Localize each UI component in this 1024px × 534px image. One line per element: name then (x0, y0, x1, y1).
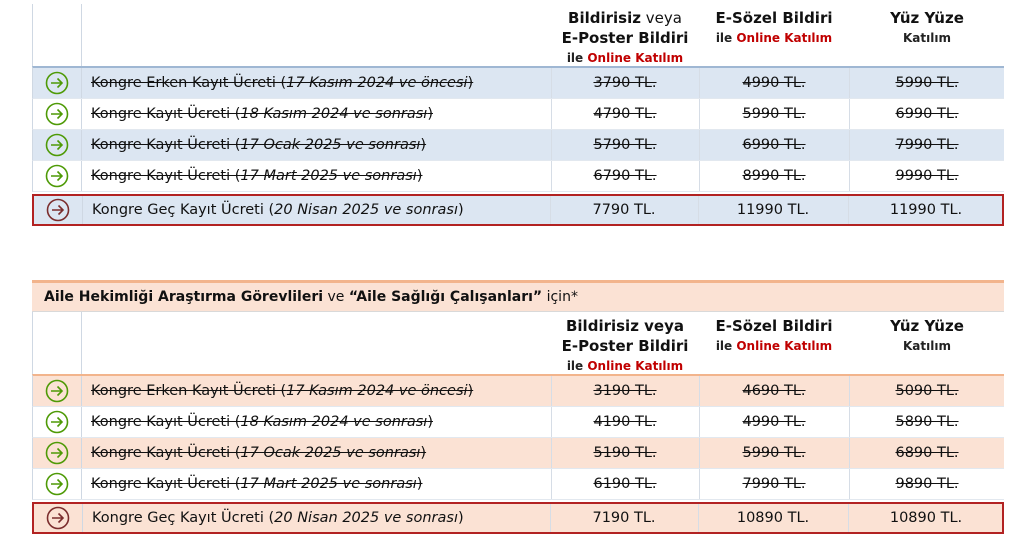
arrow-right-circle-icon (33, 438, 82, 468)
online-label: Online Katılım (736, 31, 833, 45)
table-row (32, 66, 1004, 99)
arrow-right-circle-icon (33, 68, 82, 98)
fee-label: Kongre Kayıt Ücreti (17 Mart 2025 ve sonrası) (91, 168, 423, 184)
price-cell: 3190 TL. (593, 383, 657, 399)
price-cell: 5990 TL. (742, 445, 806, 461)
table-row-current-fee (32, 194, 1004, 226)
price-cell: 8990 TL. (742, 168, 806, 184)
price-cell: 5990 TL. (895, 75, 959, 91)
online-label: Online Katılım (736, 339, 833, 353)
table-header (32, 312, 1004, 374)
header-text: Katılım (903, 339, 951, 353)
price-cell: 4790 TL. (593, 106, 657, 122)
table-row (32, 161, 1004, 192)
icon-column-header (33, 312, 82, 374)
table-row (32, 469, 1004, 500)
header-text: ile (715, 339, 737, 353)
table-row (32, 99, 1004, 130)
price-cell: 6190 TL. (593, 476, 657, 492)
header-oral-online (699, 316, 849, 356)
header-poster-online (551, 8, 699, 68)
header-in-person (849, 316, 1005, 356)
price-cell: 6890 TL. (895, 445, 959, 461)
price-cell: 7990 TL. (895, 137, 959, 153)
header-text: E-Sözel Bildiri (715, 317, 833, 335)
fee-label: Kongre Kayıt Ücreti (17 Ocak 2025 ve sonrası) (91, 445, 427, 461)
arrow-right-circle-icon (33, 376, 82, 406)
header-text: ile (715, 31, 737, 45)
table-row (32, 407, 1004, 438)
section-title: Aile Hekimliği Araştırma Görevlileri ve “Aile Sağlığı Çalışanları” için* (32, 283, 1004, 312)
arrow-right-circle-icon (33, 161, 82, 191)
header-text: Bildirisiz veya (565, 317, 684, 335)
arrow-right-circle-icon (33, 469, 82, 499)
arrow-right-circle-icon (33, 99, 82, 129)
price-cell: 7190 TL. (592, 510, 656, 526)
fee-label: Kongre Kayıt Ücreti (18 Kasım 2024 ve sonrası) (91, 106, 433, 122)
price-cell: 5190 TL. (593, 445, 657, 461)
price-cell: 5090 TL. (895, 383, 959, 399)
fee-label: Kongre Kayıt Ücreti (17 Mart 2025 ve sonrası) (91, 476, 423, 492)
table-row (32, 130, 1004, 161)
header-text: ile (566, 359, 588, 373)
header-oral-online (699, 8, 849, 48)
price-cell: 7990 TL. (742, 476, 806, 492)
price-cell: 5790 TL. (593, 137, 657, 153)
fee-label: Kongre Kayıt Ücreti (17 Ocak 2025 ve sonrası) (91, 137, 427, 153)
price-cell: 6990 TL. (895, 106, 959, 122)
price-cell: 11990 TL. (736, 202, 810, 218)
price-cell: 4990 TL. (742, 414, 806, 430)
header-in-person (849, 8, 1005, 48)
price-cell: 5890 TL. (895, 414, 959, 430)
price-cell: 11990 TL. (889, 202, 963, 218)
fee-label: Kongre Geç Kayıt Ücreti (20 Nisan 2025 ve sonrası) (92, 510, 464, 526)
price-cell: 4190 TL. (593, 414, 657, 430)
header-text: E-Poster Bildiri (561, 337, 689, 355)
header-text: E-Poster Bildiri (561, 29, 689, 47)
fee-label: Kongre Geç Kayıt Ücreti (20 Nisan 2025 ve sonrası) (92, 202, 464, 218)
arrow-right-circle-icon (34, 504, 83, 532)
price-cell: 3790 TL. (593, 75, 657, 91)
header-text: Yüz Yüze (890, 9, 964, 27)
header-poster-online (551, 316, 699, 376)
header-text: ile (566, 51, 588, 65)
fee-label: Kongre Erken Kayıt Ücreti (17 Kasım 2024 ve öncesi) (91, 75, 474, 91)
header-text: Katılım (903, 31, 951, 45)
fee-table-general (32, 4, 1004, 226)
price-cell: 10890 TL. (736, 510, 810, 526)
table-row-current-fee (32, 502, 1004, 534)
price-cell: 9990 TL. (895, 168, 959, 184)
price-cell: 6990 TL. (742, 137, 806, 153)
table-row (32, 374, 1004, 407)
arrow-right-circle-icon (33, 407, 82, 437)
header-text: Bildirisiz (568, 9, 641, 27)
online-label: Online Katılım (587, 51, 684, 65)
table-row (32, 438, 1004, 469)
online-label: Online Katılım (587, 359, 684, 373)
icon-column-header (33, 4, 82, 66)
arrow-right-circle-icon (33, 130, 82, 160)
price-cell: 7790 TL. (592, 202, 656, 218)
price-cell: 4990 TL. (742, 75, 806, 91)
table-header (32, 4, 1004, 66)
price-cell: 6790 TL. (593, 168, 657, 184)
price-cell: 5990 TL. (742, 106, 806, 122)
price-cell: 10890 TL. (889, 510, 963, 526)
fee-label: Kongre Erken Kayıt Ücreti (17 Kasım 2024 ve öncesi) (91, 383, 474, 399)
header-text: veya (640, 9, 682, 27)
header-text: E-Sözel Bildiri (715, 9, 833, 27)
fee-table-residents (32, 280, 1004, 534)
header-text: Yüz Yüze (890, 317, 964, 335)
price-cell: 4690 TL. (742, 383, 806, 399)
arrow-right-circle-icon (34, 196, 83, 224)
fee-label: Kongre Kayıt Ücreti (18 Kasım 2024 ve sonrası) (91, 414, 433, 430)
price-cell: 9890 TL. (895, 476, 959, 492)
